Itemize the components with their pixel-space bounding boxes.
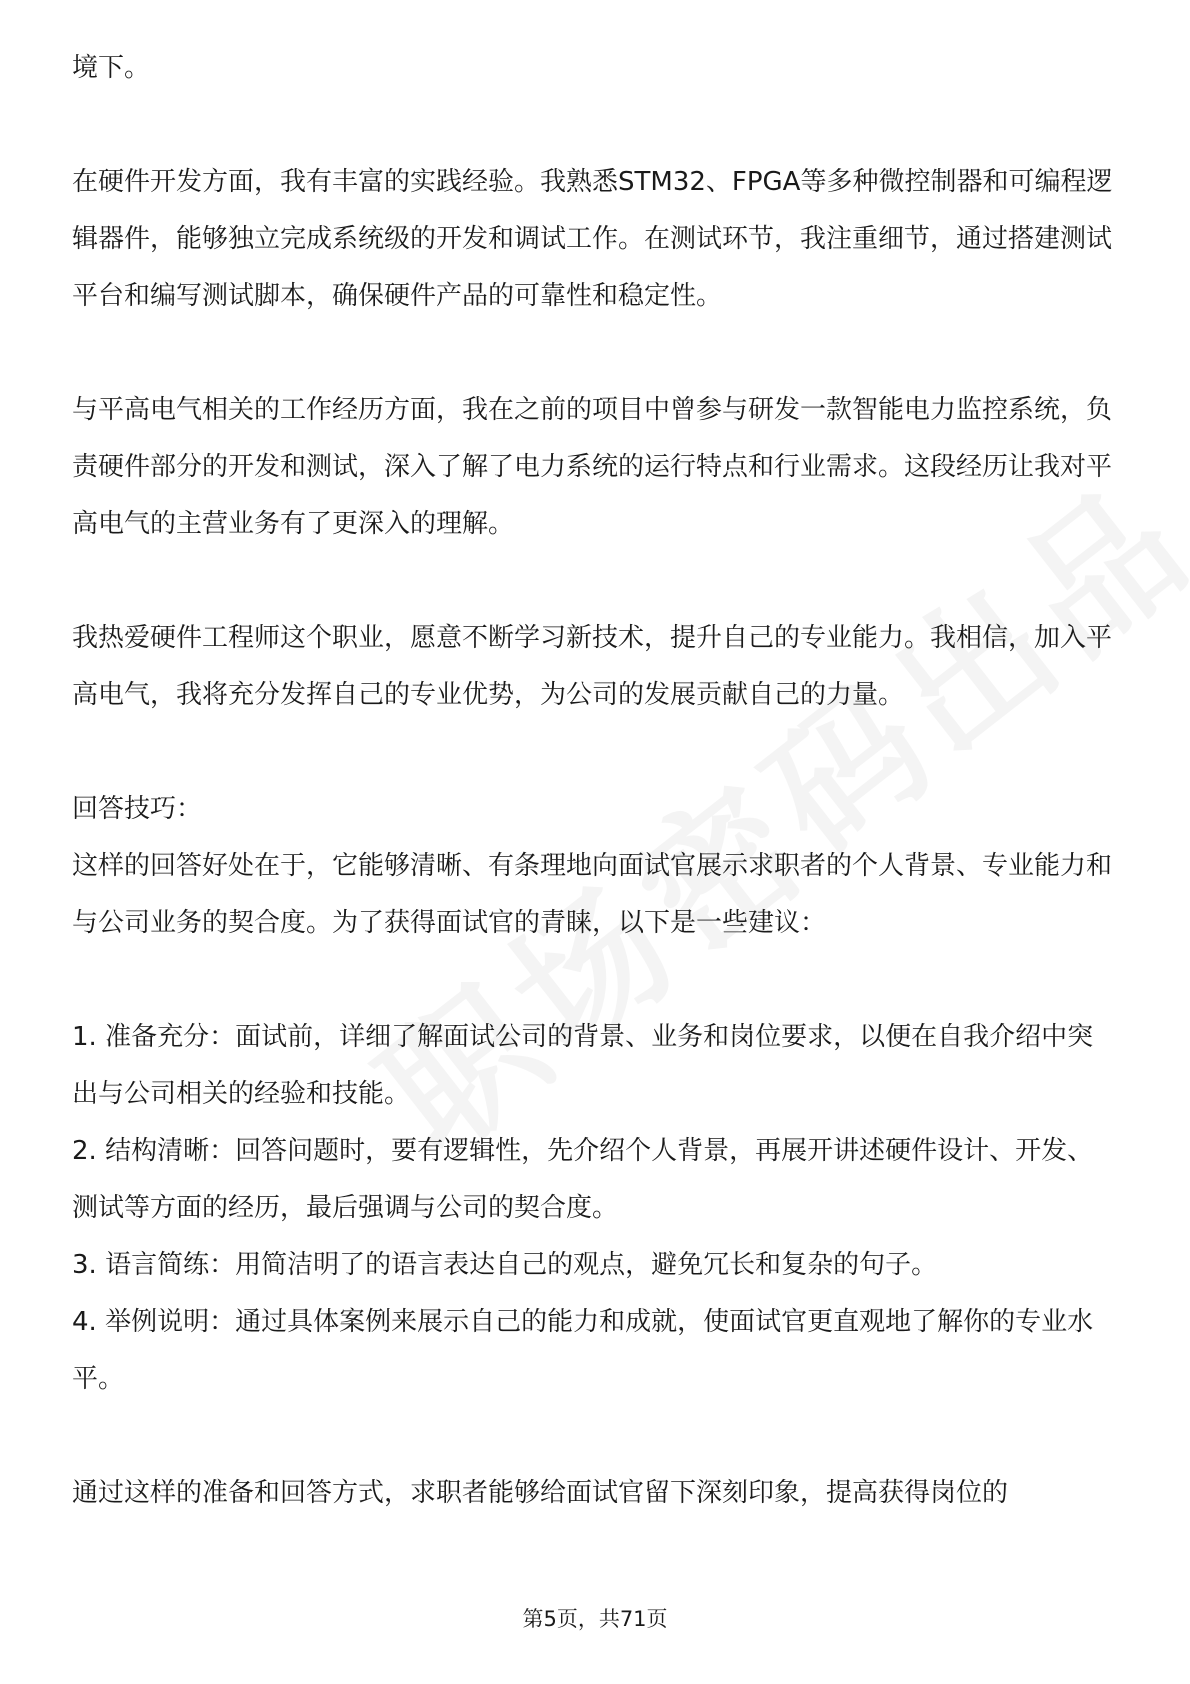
paragraph-answer-tips: 回答技巧： 这样的回答好处在于，它能够清晰、有条理地向面试官展示求职者的个人背景、专业能力和与公司业务的契合度。为了获得面试官的青睐，以下是一些建议： bbox=[72, 794, 1113, 938]
document-body bbox=[72, 40, 1118, 1522]
paragraph-related-experience: 与平高电气相关的工作经历方面，我在之前的项目中曾参与研发一款智能电力监控系统，负责硬件部分的开发和测试，深入了解了电力系统的运行特点和行业需求。这段经历让我对平高电气的主营业务有了更深入的理解。 bbox=[72, 395, 1113, 539]
paragraph-hardware-dev: 在硬件开发方面，我有丰富的实践经验。我熟悉STM32、FPGA等多种微控制器和可编程逻辑器件，能够独立完成系统级的开发和调试工作。在测试环节，我注重细节，通过搭建测试平台和编写测试脚本，确保硬件产品的可靠性和稳定性。 bbox=[72, 167, 1113, 311]
page-number-footer: 第5页，共71页 bbox=[522, 1607, 668, 1631]
paragraph-suggestion-list: 1. 准备充分：面试前，详细了解面试公司的背景、业务和岗位要求，以便在自我介绍中突出与公司相关的经验和技能。 2. 结构清晰：回答问题时，要有逻辑性，先介绍个人背景，再展开讲述硬件设计、开发、测试等方面的经历，最后强调与公司的契合度。 3. 语言简练：用简洁明了的语言表达自己的观点，避免冗长和复杂的句子。 4. 举例说明：通过具体案例来展示自己的能力和成就，使面试官更直观地了解你的专业水平。 bbox=[72, 1022, 1094, 1394]
paragraph-continuation: 境下。 bbox=[72, 53, 151, 83]
paragraph-conclusion: 通过这样的准备和回答方式，求职者能够给面试官留下深刻印象，提高获得岗位的 bbox=[72, 1478, 1009, 1508]
paragraph-motivation: 我热爱硬件工程师这个职业，愿意不断学习新技术，提升自己的专业能力。我相信，加入平高电气，我将充分发挥自己的专业优势，为公司的发展贡献自己的力量。 bbox=[72, 623, 1113, 710]
